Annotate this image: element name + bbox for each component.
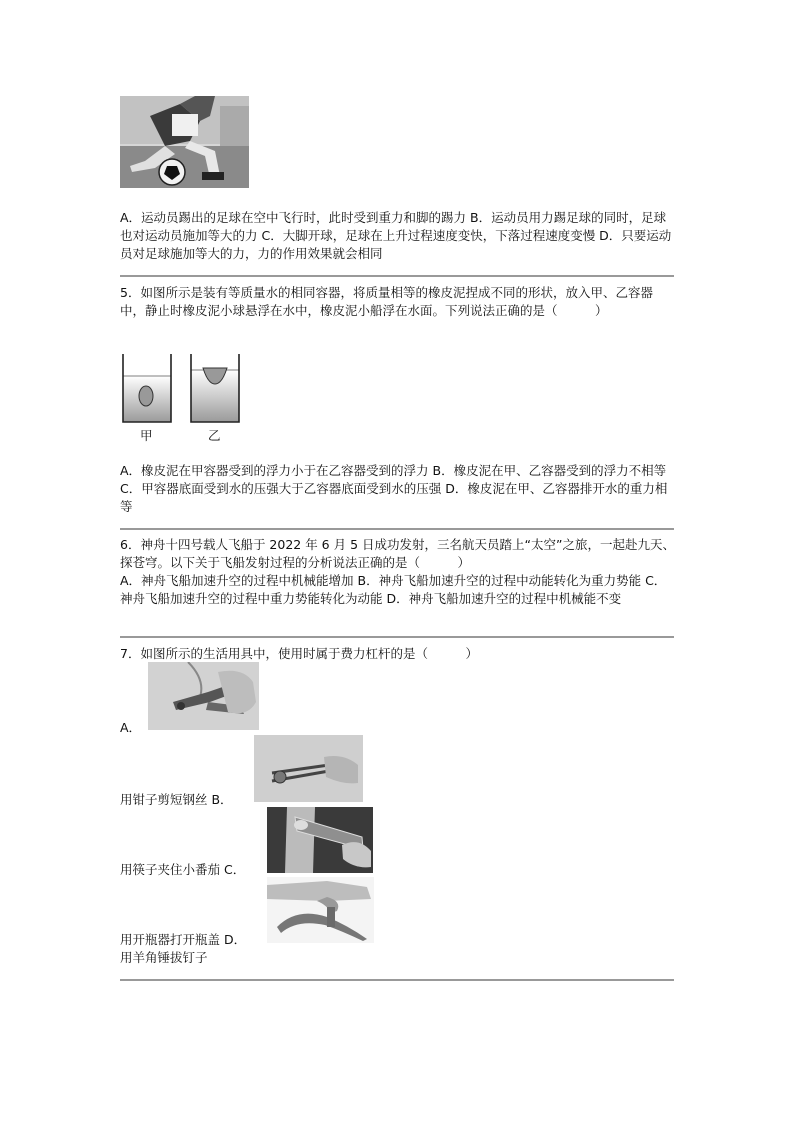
bottle-opener-photo [267, 807, 373, 873]
q5-options: A．橡皮泥在甲容器受到的浮力小于在乙容器受到的浮力 B．橡皮泥在甲、乙容器受到的浮力不相等 C．甲容器底面受到水的压强大于乙容器底面受到水的压强 D．橡皮泥在甲、乙容器排开水的重力相等 [120, 463, 671, 514]
q7-option-b: 用钳子剪短钢丝 B． [120, 792, 233, 807]
pliers-photo [148, 662, 259, 730]
q6-question: 6．神舟十四号载人飞船于 2022 年 6 月 5 日成功发射，三名航天员踏上“太空”之旅，一起赴九天、探苍穹。以下关于飞船发射过程的分析说法正确的是（ ） [120, 537, 675, 570]
q4-options: A．运动员踢出的足球在空中飞行时，此时受到重力和脚的踢力 B．运动员用力踢足球的同时，足球也对运动员施加等大的力 C．大脚开球，足球在上升过程速度变快，下落过程速度变慢 D．只要运动员对足球施加等大的力，力的作用效果就会相同 [120, 210, 672, 261]
container-label-jia: 甲 [140, 428, 153, 443]
container-label-yi: 乙 [208, 428, 221, 443]
divider [120, 528, 674, 530]
q7-option-d: 用开瓶器打开瓶盖 D． [120, 932, 247, 947]
q7-question: 7．如图所示的生活用具中，使用时属于费力杠杆的是（ ） [120, 646, 478, 661]
chopsticks-photo [254, 735, 363, 802]
divider [120, 979, 674, 981]
q5-question: 5．如图所示是装有等质量水的相同容器，将质量相等的橡皮泥捏成不同的形状，放入甲、乙容器中，静止时橡皮泥小球悬浮在水中，橡皮泥小船浮在水面。下列说法正确的是（ ） [120, 285, 653, 318]
divider [120, 636, 674, 638]
q7-option-c: 用筷子夹住小番茄 C． [120, 862, 246, 877]
q7-option-a: A． [120, 720, 142, 735]
divider [120, 275, 674, 277]
claw-hammer-photo [267, 877, 374, 943]
soccer-photo [120, 96, 249, 188]
q7-option-d-caption: 用羊角锤拔钉子 [120, 950, 208, 965]
containers-diagram [120, 352, 244, 442]
q6-options: A．神舟飞船加速升空的过程中机械能增加 B．神舟飞船加速升空的过程中动能转化为重力势能 C．神舟飞船加速升空的过程中重力势能转化为动能 D．神舟飞船加速升空的过程中机械能不变 [120, 573, 667, 606]
